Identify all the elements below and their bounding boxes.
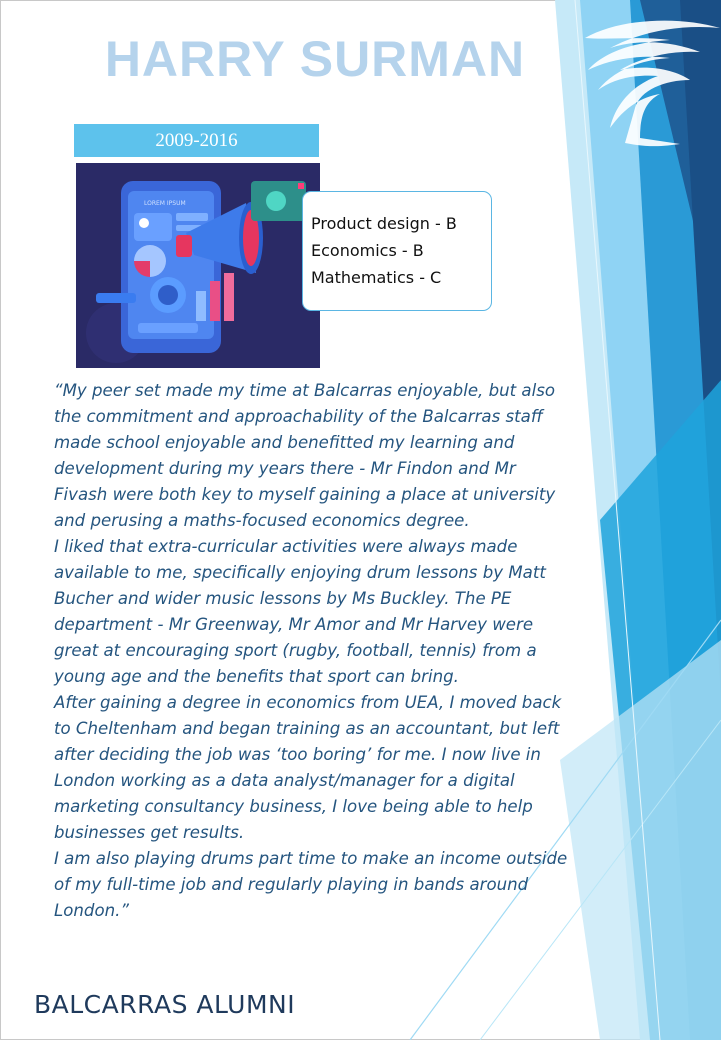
screen-header: LOREM IPSUM xyxy=(144,200,186,207)
panel-pale-facet xyxy=(560,640,721,1040)
years-banner: 2009-2016 xyxy=(74,124,319,157)
page-title: HARRY SURMAN xyxy=(104,31,526,87)
grade-economics: Economics - B xyxy=(311,241,424,260)
footer-label: BALCARRAS ALUMNI xyxy=(34,990,296,1019)
marketing-illustration xyxy=(76,163,320,368)
grades-box xyxy=(302,191,492,311)
grade-product-design: Product design - B xyxy=(311,214,457,233)
alumni-quote xyxy=(54,378,574,924)
quote-paragraph: After gaining a degree in economics from UEA, I moved back to Cheltenham and began training as an accountant, but left after deciding the job was ‘too boring’ for me. I now live in London working as a data analyst/manager for a digital marketing consultancy business, I love being able to help businesses get results. xyxy=(54,693,562,842)
quote-paragraph: “My peer set made my time at Balcarras enjoyable, but also the commitment and approachability of the Balcarras staff made school enjoyable and benefitted my learning and development during my years there - Mr Findon and Mr Fivash were both key to myself gaining a place at university and perusing a maths-focused economics degree. xyxy=(54,381,556,530)
quote-paragraph: I liked that extra-curricular activities were always made available to me, specifically enjoying drum lessons by Matt Bucher and wider music lessons by Ms Buckley. The PE department - Mr Greenway, Mr Amor and Mr Harvey were great at encouraging sport (rugby, football, tennis) from a young age and the benefits that sport can bring. xyxy=(54,537,546,686)
quote-paragraph: I am also playing drums part time to make an income outside of my full-time job and regularly playing in bands around London.” xyxy=(54,849,568,920)
grade-mathematics: Mathematics - C xyxy=(311,268,442,287)
